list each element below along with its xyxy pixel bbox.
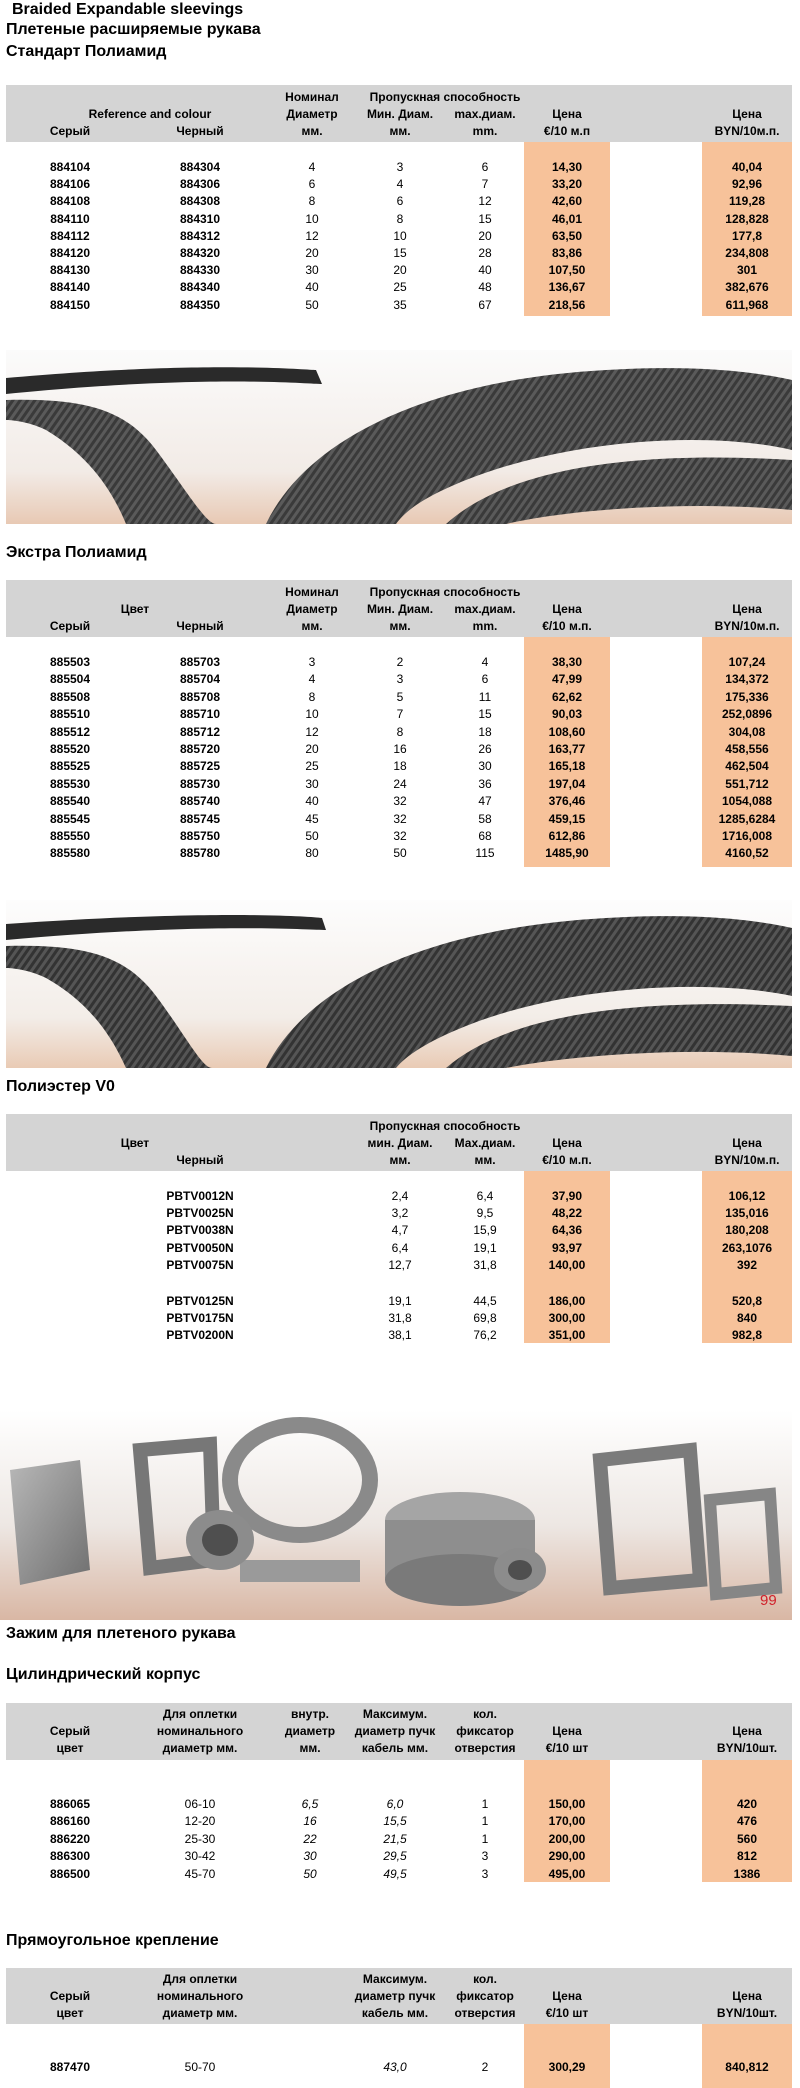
cell-max-diam: 40 [478,263,492,278]
cell-price-byn: 135,016 [725,1206,769,1221]
cell-max-diam: 44,5 [473,1294,497,1308]
cell-min-diam: 15 [393,246,407,260]
cell-max-diam: 15 [478,211,492,226]
cell-nominal: 6 [308,177,316,192]
cell-price-byn: 180,208 [725,1223,769,1238]
cell-black-ref: 885708 [179,689,221,704]
price-eur-column-bg [524,2024,610,2088]
cell-black-ref: 885703 [179,655,221,669]
header-black: Черный [176,1153,224,1167]
cell-price-byn: 520,8 [731,1294,763,1308]
cell-price-eur: 1485,90 [545,846,589,861]
cell-grey-ref: 886065 [49,1797,91,1811]
cell-price-eur: 197,04 [548,776,586,791]
cell-price-byn: 1054,088 [721,794,773,809]
cell-max-bundle: 21,5 [383,1831,407,1846]
cell-price-byn: 134,372 [725,672,769,687]
header-max-bundle: Максимум. диаметр пучк кабель мм. [354,1972,436,2020]
cell-fixing-holes: 1 [481,1831,489,1846]
cell-min-diam: 32 [393,829,407,843]
cell-price-eur: 46,01 [551,211,583,226]
cell-min-diam: 20 [393,263,407,278]
header-price-eur: Цена €/10 шт [545,1989,589,2020]
cell-max-bundle: 43,0 [383,2060,407,2074]
cell-grey-ref: 884108 [49,194,91,209]
header-nominal: Номинал Диаметр мм. [285,585,339,633]
cell-black-ref: 885740 [179,794,221,809]
cell-grey-ref: 885512 [49,724,91,739]
cell-min-diam: 50 [393,846,407,861]
header-max-diam: Мах.диам. мм. [454,1136,516,1167]
cell-grey-ref: 886220 [49,1831,91,1846]
cell-fixing-holes: 1 [481,1814,489,1829]
cell-grey-ref: 885503 [49,655,91,669]
cell-max-diam: 7 [481,177,489,192]
cell-max-diam: 12 [478,194,492,209]
header-max-diam: max.диам. mm. [454,602,516,633]
header-price-byn: Цена BYN/10м.п. [714,1136,780,1167]
cell-price-eur: 300,00 [548,1311,586,1326]
cell-price-byn: 301 [736,263,758,278]
cell-price-eur: 48,22 [551,1206,583,1221]
cell-grey-ref: 885525 [49,759,91,774]
cell-max-diam: 4 [481,655,489,669]
cell-min-diam: 6,4 [391,1240,409,1255]
product-photo-braided-sleeve [6,350,792,524]
cell-grey-ref: 885510 [49,707,91,722]
cell-black-ref: 884306 [179,177,221,192]
cell-nominal: 4 [308,672,316,687]
cell-black-ref: 885750 [179,829,221,843]
cell-nominal: 25 [305,759,319,774]
cell-price-byn: 551,712 [725,776,769,791]
section-standard-polyamide: Стандарт Полиамид [6,43,167,60]
header-capacity: Пропускная способность [369,90,521,104]
cell-price-eur: 93,97 [551,1240,583,1255]
cell-nominal: 10 [305,707,319,722]
cell-min-diam: 31,8 [388,1311,412,1326]
header-nominal: Номинал Диаметр мм. [285,90,339,138]
cell-price-eur: 107,50 [548,263,586,278]
cell-black-ref: 885720 [179,742,221,756]
cell-min-diam: 18 [393,759,407,774]
cell-grey-ref: 884104 [49,160,91,174]
header-grey-color: Серый цвет [49,1989,91,2020]
cell-grey-ref: 884112 [50,228,90,243]
cell-max-diam: 20 [478,228,492,243]
cell-black-ref: 884320 [179,246,221,260]
cell-grey-ref: 885550 [49,829,91,843]
cell-max-diam: 76,2 [473,1328,497,1343]
cell-nominal: 12 [305,724,319,739]
cell-nominal: 45 [305,811,319,826]
cell-nominal: 40 [305,280,319,295]
doc-title-en: Braided Expandable sleevings [12,1,244,18]
cell-nominal: 30 [305,263,319,278]
cell-price-eur: 612,86 [548,829,586,843]
cell-min-diam: 25 [393,280,407,295]
cell-inner-diam: 6,5 [301,1797,319,1811]
cell-max-diam: 9,5 [476,1206,494,1221]
header-color: Цвет [120,1136,150,1150]
cell-max-diam: 15,9 [473,1223,497,1238]
cell-price-eur: 165,18 [548,759,586,774]
cell-max-diam: 67 [478,297,492,312]
cell-price-byn: 1716,008 [721,829,773,843]
section-clamp: Зажим для плетеного рукава [6,1625,236,1642]
cell-min-diam: 2 [396,655,404,669]
cell-price-byn: 128,828 [725,211,769,226]
cell-max-diam: 48 [478,280,492,295]
header-capacity: Пропускная способность [369,1119,521,1133]
cell-price-byn: 304,08 [728,724,766,739]
header-max-diam: max.диам. mm. [454,107,516,138]
cell-nominal: 50 [305,829,319,843]
cell-grey-ref: 885504 [49,672,91,687]
cell-grey-ref: 884130 [49,263,91,278]
cell-max-diam: 6 [481,160,489,174]
cell-price-eur: 42,60 [551,194,583,209]
header-min-diam: мин. Диам. мм. [367,1136,433,1167]
cell-inner-diam: 50 [303,1866,317,1881]
cell-black-ref: 884308 [179,194,221,209]
header-grey-color: Серый цвет [49,1724,91,1755]
cell-max-diam: 28 [478,246,492,260]
cell-max-diam: 19,1 [473,1240,497,1255]
cell-min-diam: 2,4 [391,1189,409,1203]
cell-grey-ref: 887470 [49,2060,91,2074]
cell-black-ref: 885780 [179,846,221,861]
cell-max-bundle: 49,5 [383,1866,407,1881]
cell-grey-ref: 886300 [49,1849,91,1864]
cell-grey-ref: 884106 [49,177,91,192]
cell-nominal: 50 [305,297,319,312]
cell-min-diam: 24 [393,776,407,791]
section-polyester-v0: Полиэстер V0 [6,1078,115,1095]
cell-max-bundle: 6,0 [386,1797,404,1811]
header-price-eur: Цена €/10 м.п. [542,602,592,633]
cell-black-ref: 885710 [179,707,221,722]
cell-fixing-holes: 1 [481,1797,489,1811]
cell-min-diam: 12,7 [388,1257,412,1272]
section-extra-polyamide: Экстра Полиамид [6,544,147,561]
cell-black-ref: 884350 [179,297,221,312]
cell-for-braid: 30-42 [184,1849,216,1864]
cell-black-ref: 885745 [179,811,221,826]
cell-price-byn: 107,24 [728,655,766,669]
header-grey: Серый [49,124,91,138]
cell-inner-diam: 22 [303,1831,317,1846]
cell-price-eur: 163,77 [548,742,586,756]
cell-grey-ref: 885530 [49,776,91,791]
header-reference: Reference and colour [88,107,212,121]
cell-fixing-holes: 3 [481,1866,489,1881]
header-grey: Серый [49,619,91,633]
cell-max-diam: 11 [478,689,492,704]
cell-price-eur: 495,00 [548,1866,586,1881]
header-price-byn: Цена BYN/10шт. [716,1989,778,2020]
cell-inner-diam: 30 [303,1849,317,1864]
cell-min-diam: 5 [396,689,404,704]
cell-price-eur: 62,62 [551,689,583,704]
cell-min-diam: 3 [396,672,404,687]
header-min-diam: Мин. Диам. мм. [366,602,434,633]
cell-max-diam: 58 [478,811,492,826]
cell-black-ref: 884330 [179,263,221,278]
cell-inner-diam: 16 [303,1814,317,1829]
cell-black-ref: 884304 [179,160,221,174]
header-price-byn: Цена BYN/10шт. [716,1724,778,1755]
cell-min-diam: 38,1 [388,1328,412,1343]
cell-price-byn: 560 [736,1831,758,1846]
cell-price-eur: 14,30 [551,160,583,174]
cell-min-diam: 10 [393,228,407,243]
cell-grey-ref: 885540 [49,794,91,809]
cell-nominal: 10 [305,211,319,226]
header-black: Черный [176,619,224,633]
cell-for-braid: 25-30 [184,1831,216,1846]
cell-for-braid: 12-20 [184,1814,216,1829]
cell-black-ref: PBTV0125N [166,1294,234,1308]
cell-black-ref: 884310 [179,211,221,226]
price-byn-column-bg [702,2024,792,2088]
cell-min-diam: 4 [396,177,404,192]
cell-black-ref: 884312 [179,228,221,243]
cell-price-eur: 136,67 [548,280,586,295]
header-fixing-holes: кол. фиксатор отверстия [454,1972,516,2020]
cell-black-ref: PBTV0038N [166,1223,234,1238]
cell-max-diam: 31,8 [473,1257,497,1272]
cell-black-ref: 885712 [179,724,221,739]
cell-price-eur: 64,36 [551,1223,583,1238]
header-for-braid: Для оплетки номинального диаметр мм. [156,1972,244,2020]
header-price-eur: Цена €/10 шт [545,1724,589,1755]
cell-price-byn: 175,336 [725,689,769,704]
cell-price-eur: 47,99 [551,672,583,687]
header-price-byn: Цена BYN/10м.п. [714,602,780,633]
cell-nominal: 80 [305,846,319,861]
cell-price-byn: 1285,6284 [718,811,776,826]
cell-for-braid: 06-10 [184,1797,216,1811]
cell-black-ref: 885730 [179,776,221,791]
cell-max-diam: 36 [478,776,492,791]
cell-min-diam: 35 [393,297,407,312]
cell-max-diam: 30 [478,759,492,774]
header-price-byn: Цена BYN/10м.п. [714,107,780,138]
cell-max-diam: 26 [478,742,492,756]
header-color: Цвет [120,602,150,616]
cell-price-eur: 459,15 [548,811,586,826]
cell-price-byn: 106,12 [728,1189,766,1203]
cell-price-byn: 812 [736,1849,758,1864]
cell-price-eur: 33,20 [551,177,583,192]
page-number: 99 [760,1592,777,1609]
cell-price-byn: 92,96 [731,177,763,192]
cell-nominal: 20 [305,742,319,756]
cell-price-byn: 119,28 [728,194,766,209]
cell-price-eur: 170,00 [548,1814,586,1829]
cell-price-byn: 177,8 [731,228,763,243]
cell-nominal: 12 [305,228,319,243]
cell-price-eur: 351,00 [548,1328,586,1343]
cell-grey-ref: 886160 [49,1814,91,1829]
cell-black-ref: PBTV0200N [166,1328,234,1343]
header-inner-diam: внутр. диаметр мм. [284,1707,336,1755]
cell-nominal: 3 [308,655,316,669]
cell-price-eur: 300,29 [548,2060,586,2074]
header-min-diam: Мин. Диам. мм. [366,107,434,138]
cell-grey-ref: 885580 [49,846,91,861]
header-fixing-holes: кол. фиксатор отверстия [454,1707,516,1755]
cell-max-bundle: 29,5 [383,1849,407,1864]
cell-grey-ref: 885545 [49,811,91,826]
header-max-bundle: Максимум. диаметр пучк кабель мм. [354,1707,436,1755]
cell-max-diam: 6,4 [476,1189,494,1203]
header-price-eur: Цена €/10 м.п [543,107,591,138]
cell-min-diam: 19,1 [388,1294,412,1308]
cell-price-byn: 252,0896 [721,707,773,722]
cell-price-eur: 108,60 [548,724,586,739]
cell-for-braid: 50-70 [184,2060,216,2074]
cell-grey-ref: 885508 [49,689,91,704]
cell-grey-ref: 885520 [49,742,91,756]
header-for-braid: Для оплетки номинального диаметр мм. [156,1707,244,1755]
header-black: Черный [176,124,224,138]
cell-min-diam: 32 [393,811,407,826]
cell-price-eur: 37,90 [551,1189,583,1203]
cell-price-eur: 140,00 [548,1257,586,1272]
cell-price-byn: 840,812 [725,2060,769,2074]
cell-min-diam: 7 [396,707,404,722]
cell-price-eur: 186,00 [548,1294,586,1308]
cell-grey-ref: 884150 [49,297,91,312]
cell-price-byn: 458,556 [725,742,769,756]
cell-min-diam: 3 [396,160,404,174]
cell-min-diam: 16 [393,742,407,756]
cell-black-ref: PBTV0012N [166,1189,234,1203]
doc-title-ru: Плетеные расширяемые рукава [6,21,261,38]
cell-black-ref: 885725 [179,759,221,774]
cell-price-byn: 840 [736,1311,758,1326]
cell-max-diam: 47 [478,794,492,809]
cell-min-diam: 32 [393,794,407,809]
cell-min-diam: 8 [396,211,404,226]
cell-price-byn: 4160,52 [725,846,769,861]
cell-grey-ref: 886500 [49,1866,91,1881]
product-photo-clamps [0,1410,792,1620]
cell-price-eur: 150,00 [548,1797,586,1811]
cell-price-eur: 38,30 [551,655,583,669]
cell-price-byn: 476 [736,1814,758,1829]
cell-grey-ref: 884110 [50,211,90,226]
cell-price-eur: 200,00 [548,1831,586,1846]
cell-min-diam: 3,2 [391,1206,409,1221]
cell-for-braid: 45-70 [184,1866,216,1881]
cell-nominal: 20 [305,246,319,260]
cell-price-byn: 40,04 [731,160,763,174]
cell-black-ref: PBTV0175N [166,1311,234,1326]
cell-price-eur: 83,86 [551,246,583,260]
section-cylindrical: Цилиндрический корпус [6,1666,201,1683]
cell-nominal: 8 [308,689,316,704]
cell-max-diam: 18 [478,724,492,739]
cell-max-diam: 115 [475,846,495,861]
cell-black-ref: PBTV0075N [166,1257,234,1272]
cell-max-diam: 69,8 [473,1311,497,1326]
cell-black-ref: PBTV0050N [166,1240,234,1255]
header-capacity: Пропускная способность [369,585,521,599]
cell-price-byn: 1386 [733,1866,761,1881]
cell-fixing-holes: 2 [481,2060,489,2074]
cell-grey-ref: 884120 [49,246,91,260]
cell-fixing-holes: 3 [481,1849,489,1864]
cell-price-byn: 234,808 [725,246,769,260]
header-price-eur: Цена €/10 м.п. [542,1136,592,1167]
cell-black-ref: 884340 [179,280,221,295]
cell-max-bundle: 15,5 [383,1814,407,1829]
cell-price-byn: 611,968 [725,297,769,312]
cell-min-diam: 8 [396,724,404,739]
cell-price-eur: 376,46 [548,794,586,809]
cell-black-ref: 885704 [179,672,221,687]
product-photo-braided-sleeve-extra [6,900,792,1068]
cell-price-byn: 462,504 [725,759,769,774]
cell-nominal: 40 [305,794,319,809]
cell-nominal: 4 [308,160,316,174]
cell-price-eur: 90,03 [551,707,583,722]
cell-price-eur: 218,56 [548,297,586,312]
cell-nominal: 30 [305,776,319,791]
section-rectangular: Прямоугольное крепление [6,1932,219,1949]
cell-max-diam: 68 [478,829,492,843]
cell-price-byn: 263,1076 [721,1240,773,1255]
cell-black-ref: PBTV0025N [166,1206,234,1221]
cell-price-eur: 63,50 [551,228,583,243]
cell-min-diam: 4,7 [391,1223,409,1238]
cell-grey-ref: 884140 [49,280,91,295]
cell-min-diam: 6 [396,194,404,209]
cell-price-byn: 420 [736,1797,758,1811]
cell-price-byn: 382,676 [725,280,769,295]
cell-price-eur: 290,00 [548,1849,586,1864]
cell-max-diam: 6 [481,672,489,687]
cell-nominal: 8 [308,194,316,209]
cell-price-byn: 982,8 [731,1328,763,1343]
cell-max-diam: 15 [478,707,492,722]
cell-price-byn: 392 [736,1257,758,1272]
